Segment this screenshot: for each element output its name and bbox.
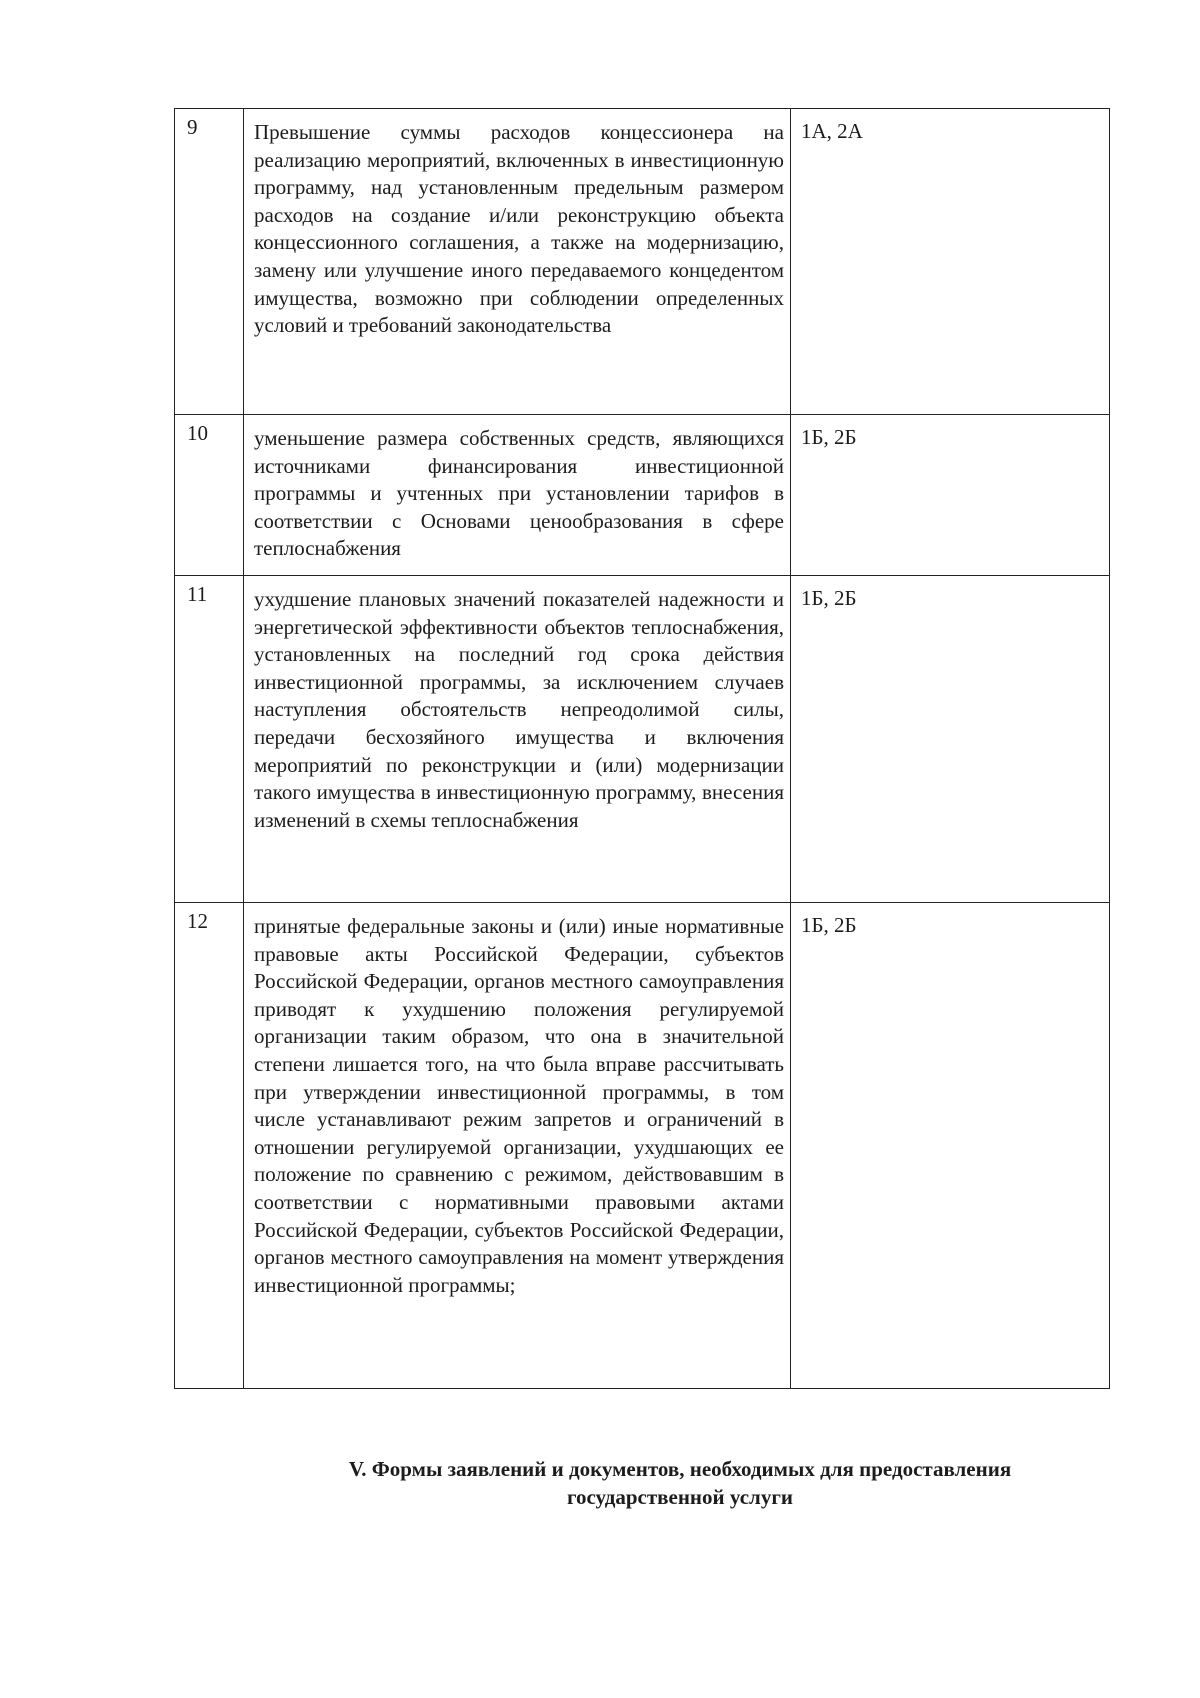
table-row xyxy=(175,415,1110,576)
row-description: Превышение суммы расходов концессионера на реализацию мероприятий, включенных в инвестиционную программу, над установленным предельным размером расходов на создание и/или реконструкцию объекта концессионного соглашения, а также на модернизацию, замену или улучшение иного передаваемого концедентом имущества, возможно при соблюдении определенных условий и требований законодательства xyxy=(254,120,784,338)
row-number: 9 xyxy=(175,109,244,415)
row-description-cell xyxy=(244,415,791,576)
row-description-cell xyxy=(244,576,791,903)
row-description: принятые федеральные законы и (или) иные нормативные правовые акты Российской Федерации, субъектов Российской Федерации, органов местного самоуправления приводят к ухудшению положения регулируемой организации таким образом, что она в значительной степени лишается того, на что была вправе рассчитывать при утверждении инвестиционной программы, в том числе устанавливают режим запретов и ограничений в отношении регулируемой организации, ухудшающих ее положение по сравнению с режимом, действовавшим в соответствии с нормативными правовыми актами Российской Федерации, субъектов Российской Федерации, органов местного самоуправления на момент утверждения инвестиционной программы; xyxy=(254,914,784,1297)
table-row xyxy=(175,903,1110,1389)
row-description: ухудшение плановых значений показателей надежности и энергетической эффективности объектов теплоснабжения, установленных на последний год срока действия инвестиционной программы, за исключением случаев наступления обстоятельств непреодолимой силы, передачи бесхозяйного имущества и включения мероприятий по реконструкции и (или) модернизации такого имущества в инвестиционную программу, внесения изменений в схемы теплоснабжения xyxy=(254,587,784,832)
section-heading xyxy=(200,1455,1160,1511)
row-code: 1Б, 2Б xyxy=(791,903,1110,1389)
table-row xyxy=(175,109,1110,415)
conditions-table xyxy=(174,108,1110,1389)
row-description: уменьшение размера собственных средств, являющихся источниками финансирования инвестиционной программы и учтенных при установлении тарифов в соответствии с Основами ценообразования в сфере теплоснабжения xyxy=(254,426,784,561)
table-row xyxy=(175,576,1110,903)
row-code: 1Б, 2Б xyxy=(791,415,1110,576)
row-number: 10 xyxy=(175,415,244,576)
row-code: 1Б, 2Б xyxy=(791,576,1110,903)
section-heading-line-1: V. Формы заявлений и документов, необходимых для предоставления xyxy=(348,1457,1012,1481)
row-number: 12 xyxy=(175,903,244,1389)
row-description-cell xyxy=(244,903,791,1389)
row-code: 1А, 2А xyxy=(791,109,1110,415)
row-number: 11 xyxy=(175,576,244,903)
row-description-cell xyxy=(244,109,791,415)
section-heading-line-2: государственной услуги xyxy=(567,1485,793,1509)
